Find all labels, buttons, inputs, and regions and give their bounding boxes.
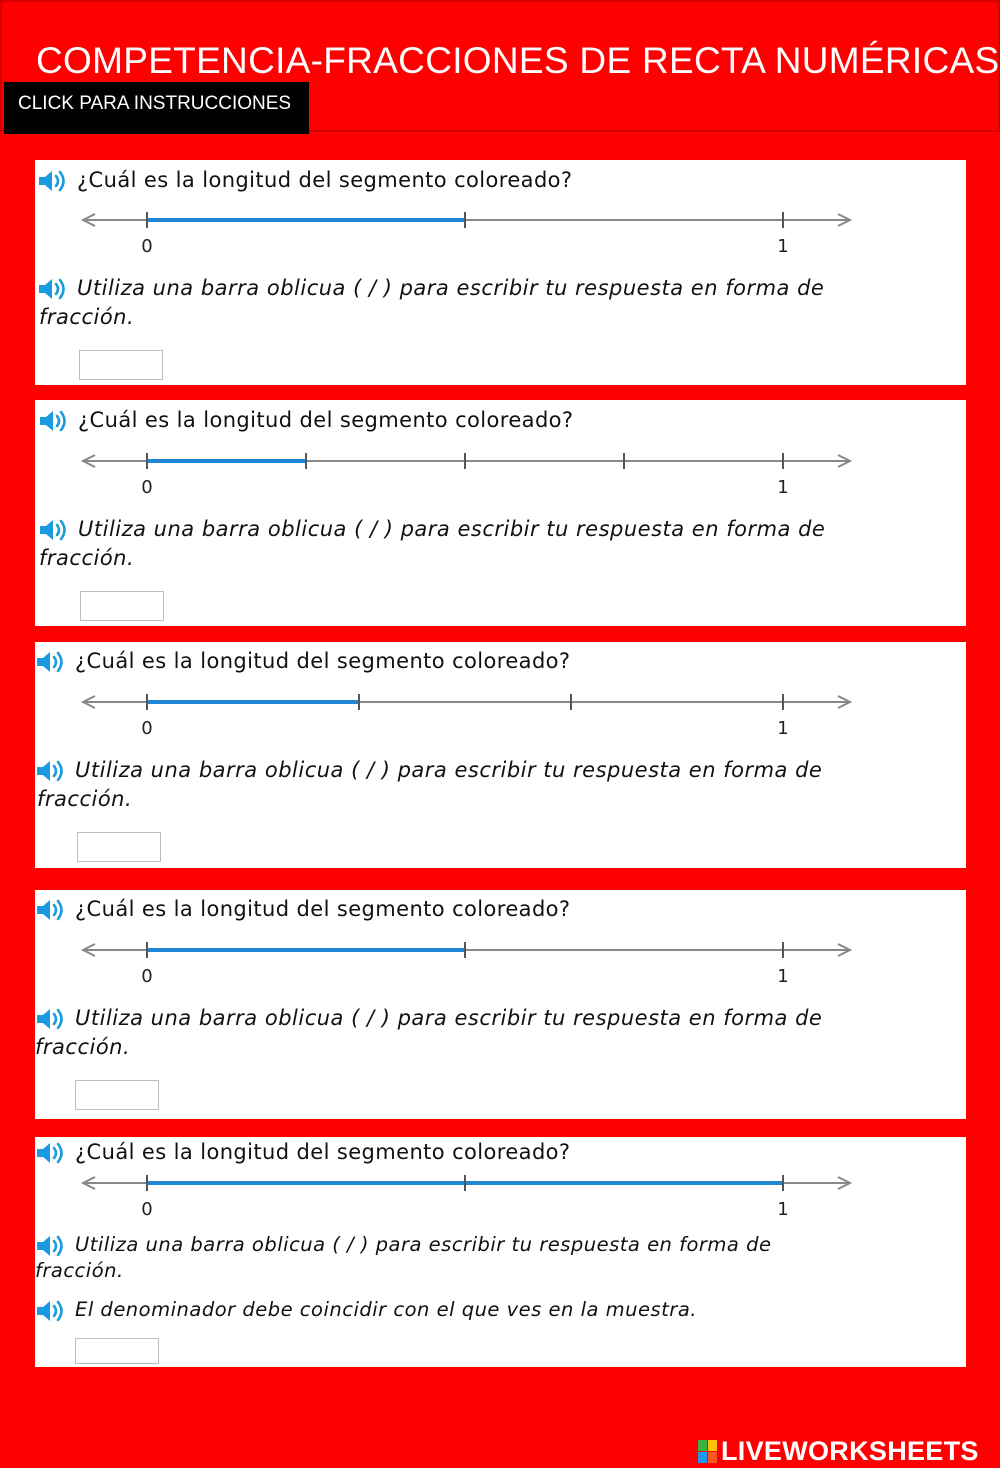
speaker-icon[interactable] — [37, 168, 77, 194]
instructions-button[interactable]: CLICK PARA INSTRUCCIONES — [4, 82, 309, 134]
answer-input[interactable] — [79, 350, 163, 380]
speaker-icon[interactable] — [37, 276, 77, 302]
answer-input[interactable] — [80, 591, 164, 621]
instruction-text-continued: fracción. — [35, 1259, 124, 1282]
question-text: ¿Cuál es la longitud del segmento coloreado? — [78, 408, 574, 432]
speaker-icon[interactable] — [35, 758, 75, 784]
answer-input[interactable] — [75, 1080, 159, 1110]
instruction-text: Utiliza una barra oblicua ( / ) para escribir tu respuesta en forma de — [78, 517, 826, 541]
extra-instruction-row — [35, 1298, 697, 1324]
question-card — [35, 160, 966, 385]
question-prompt-row — [35, 649, 570, 675]
tick-label-start: 0 — [141, 477, 153, 495]
speaker-icon[interactable] — [38, 517, 78, 543]
tick-label-start: 0 — [141, 718, 153, 736]
question-prompt-row — [37, 168, 572, 194]
number-line — [35, 445, 966, 495]
question-prompt-row — [35, 897, 570, 923]
instruction-text-continued: fracción. — [35, 1035, 131, 1059]
tick-label-end: 1 — [777, 966, 789, 984]
question-text: ¿Cuál es la longitud del segmento coloreado? — [75, 897, 571, 921]
instruction-row — [35, 1233, 771, 1259]
instruction-row — [37, 276, 824, 302]
liveworksheets-logo — [698, 1436, 979, 1467]
instruction-text: Utiliza una barra oblicua ( / ) para escribir tu respuesta en forma de — [75, 1233, 772, 1256]
instruction-text-continued: fracción. — [39, 546, 135, 570]
header-bar — [0, 0, 1000, 132]
tick-label-start: 0 — [141, 966, 153, 984]
tick-label-start: 0 — [141, 1199, 153, 1217]
instruction-row — [38, 517, 825, 543]
answer-input[interactable] — [75, 1338, 159, 1364]
question-prompt-row — [35, 1140, 570, 1166]
number-line — [35, 204, 966, 254]
speaker-icon[interactable] — [35, 1140, 75, 1166]
question-text: ¿Cuál es la longitud del segmento coloreado? — [77, 168, 573, 192]
tick-label-end: 1 — [777, 477, 789, 495]
instruction-text: Utiliza una barra oblicua ( / ) para escribir tu respuesta en forma de — [75, 758, 823, 782]
extra-instruction-text: El denominador debe coincidir con el que ves en la muestra. — [75, 1298, 697, 1321]
tick-label-start: 0 — [141, 236, 153, 254]
question-prompt-row — [38, 408, 573, 434]
instruction-text: Utiliza una barra oblicua ( / ) para escribir tu respuesta en forma de — [77, 276, 825, 300]
speaker-icon[interactable] — [35, 1233, 75, 1259]
tick-label-end: 1 — [777, 1199, 789, 1217]
instruction-row — [35, 1006, 822, 1032]
tick-label-end: 1 — [777, 236, 789, 254]
speaker-icon[interactable] — [35, 649, 75, 675]
speaker-icon[interactable] — [38, 408, 78, 434]
instruction-row — [35, 758, 822, 784]
speaker-icon[interactable] — [35, 1006, 75, 1032]
speaker-icon[interactable] — [35, 897, 75, 923]
number-line — [35, 1167, 966, 1217]
question-card — [35, 642, 966, 868]
answer-input[interactable] — [77, 832, 161, 862]
number-line — [35, 686, 966, 736]
question-card — [35, 400, 966, 626]
instruction-text-continued: fracción. — [39, 305, 135, 329]
instruction-text: Utiliza una barra oblicua ( / ) para escribir tu respuesta en forma de — [75, 1006, 823, 1030]
page-title: COMPETENCIA-FRACCIONES DE RECTA NUMÉRICAS — [36, 40, 1000, 81]
tick-label-end: 1 — [777, 718, 789, 736]
question-card — [35, 1137, 966, 1367]
watermark-text: LIVEWORKSHEETS — [721, 1436, 979, 1466]
logo-squares-icon — [698, 1440, 717, 1463]
question-card — [35, 890, 966, 1119]
question-text: ¿Cuál es la longitud del segmento coloreado? — [75, 649, 571, 673]
instruction-text-continued: fracción. — [37, 787, 133, 811]
question-text: ¿Cuál es la longitud del segmento coloreado? — [75, 1140, 571, 1164]
number-line — [35, 934, 966, 984]
speaker-icon[interactable] — [35, 1298, 75, 1324]
